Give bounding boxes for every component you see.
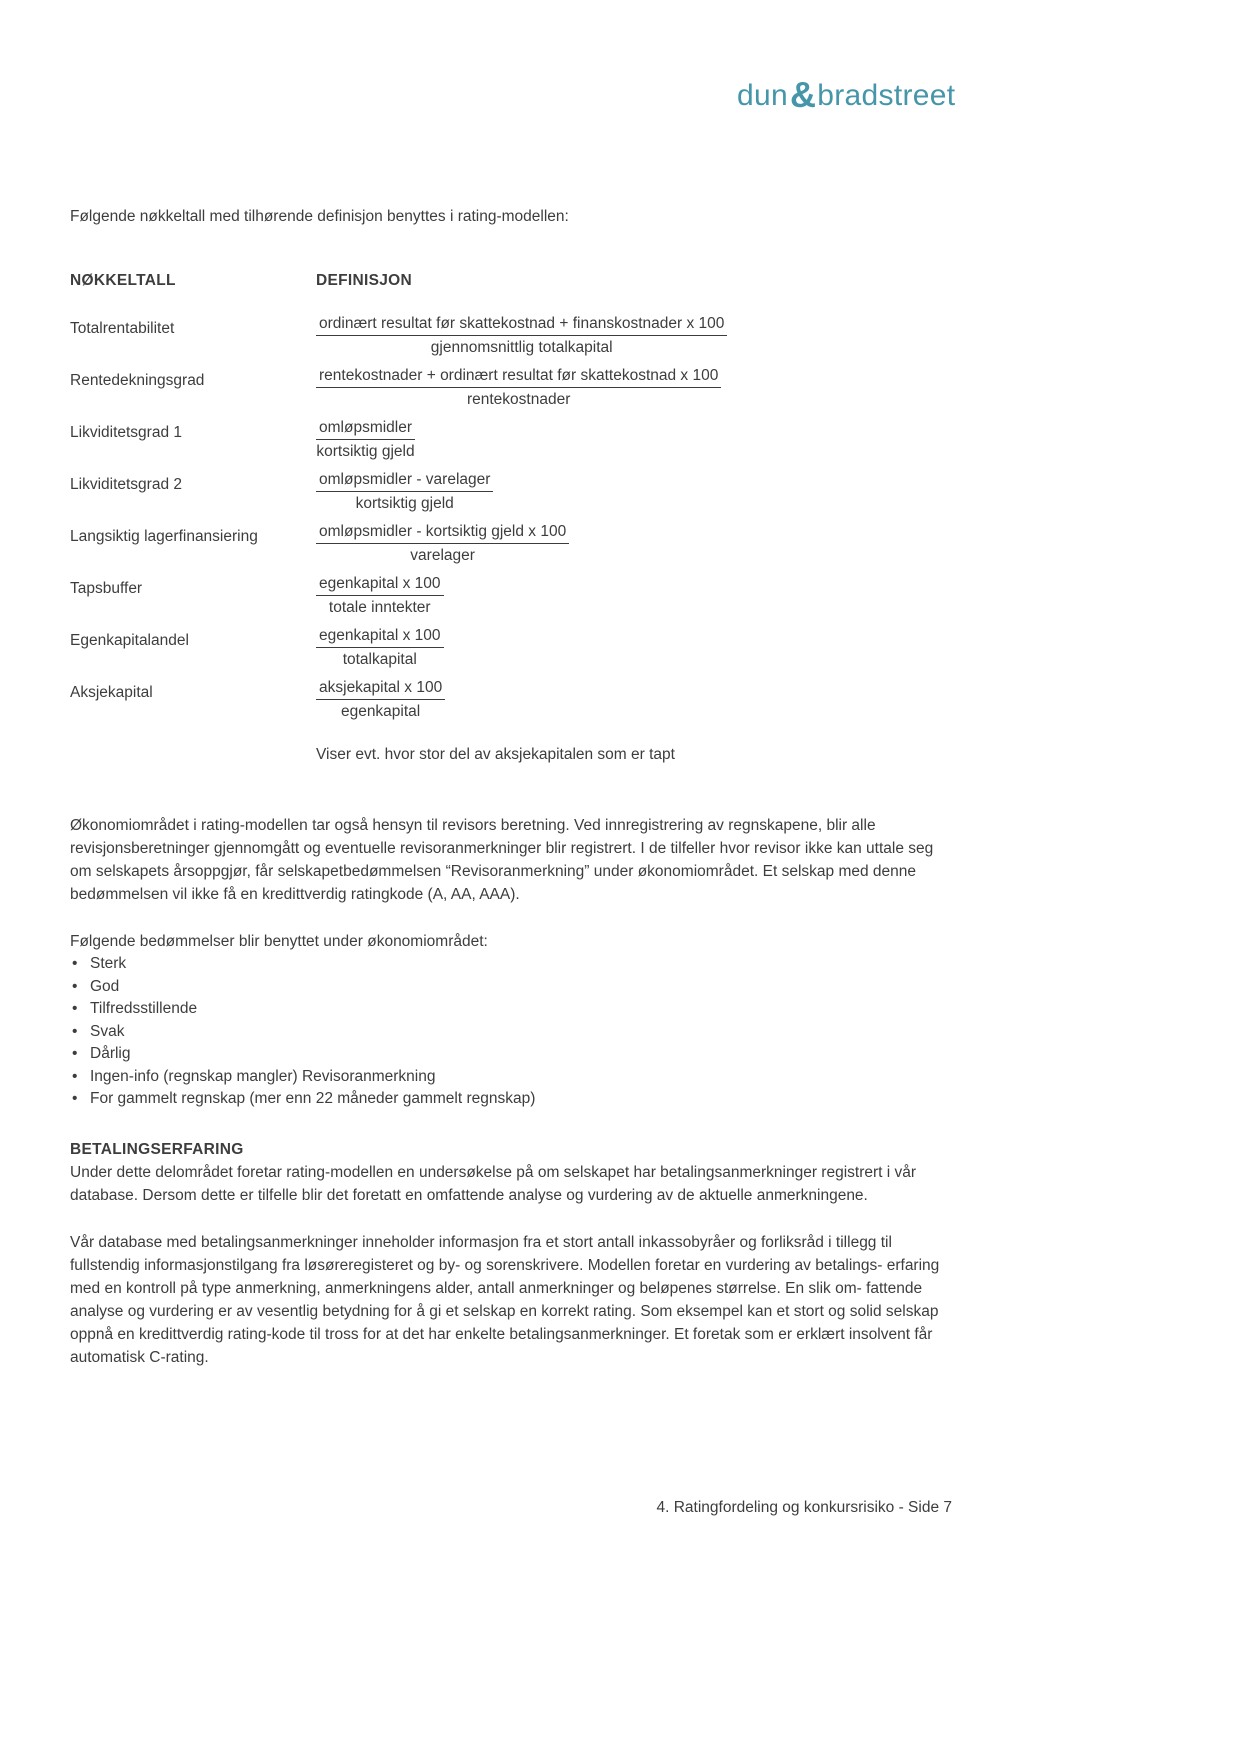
list-item: • Ingen-info (regnskap mangler) Revisoranmerkning [70, 1066, 952, 1089]
formula-numerator: omløpsmidler - kortsiktig gjeld x 100 [316, 522, 569, 544]
list-item: • For gammelt regnskap (mer enn 22 måneder gammelt regnskap) [70, 1088, 952, 1111]
formula-denominator: varelager [410, 547, 475, 564]
list-item: • Tilfredsstillende [70, 998, 952, 1021]
formula-numerator: omløpsmidler - varelager [316, 470, 493, 492]
section-heading-betalingserfaring: BETALINGSERFARING [70, 1140, 244, 1158]
formula-denominator: totalkapital [342, 651, 417, 668]
formula-numerator: rentekostnader + ordinært resultat før skattekostnad x 100 [316, 366, 721, 388]
table-row [70, 574, 952, 617]
formula-numerator: omløpsmidler [316, 418, 415, 440]
list-item: • Sterk [70, 953, 952, 976]
paragraph-betalingserfaring-1: Under dette delområdet foretar rating-modellen en undersøkelse på om selskapet har betalingsanmerkninger registrert i vår database. Dersom dette er tilfelle blir det foretatt en omfattende analyse og vurdering av de aktuelle anmerkningene. [70, 1163, 917, 1204]
list-item: • Dårlig [70, 1043, 952, 1066]
logo-text-bradstreet: bradstreet [817, 79, 956, 112]
column-header-nokkeltall: NØKKELTALL [70, 272, 176, 289]
metric-label: Tapsbuffer [70, 580, 143, 597]
logo-ampersand-icon: & [789, 74, 817, 115]
column-header-definisjon: DEFINISJON [316, 272, 413, 289]
metric-label: Langsiktig lagerfinansiering [70, 528, 258, 545]
formula-denominator: rentekostnader [466, 391, 571, 408]
list-item: • God [70, 976, 952, 999]
aksjekapital-note: Viser evt. hvor stor del av aksjekapitalen som er tapt [316, 746, 675, 763]
table-row [70, 626, 952, 669]
table-row [70, 314, 952, 357]
metric-definition [316, 470, 493, 513]
metric-label: Likviditetsgrad 2 [70, 476, 183, 493]
formula-fraction [316, 366, 721, 409]
formula-fraction [316, 314, 727, 357]
assessments-list-intro: Følgende bedømmelser blir benyttet under økonomiområdet: [70, 933, 488, 950]
metric-definition [316, 418, 415, 461]
formula-fraction [316, 522, 569, 565]
formula-denominator: egenkapital [340, 703, 421, 720]
metric-label: Egenkapitalandel [70, 632, 189, 649]
intro-text: Følgende nøkkeltall med tilhørende definisjon benyttes i rating-modellen: [70, 208, 569, 225]
metric-definition [316, 366, 721, 409]
table-row [70, 470, 952, 513]
formula-numerator: egenkapital x 100 [316, 574, 444, 596]
metric-definition [316, 678, 445, 721]
metric-definition [316, 574, 444, 617]
metric-label: Rentedekningsgrad [70, 372, 205, 389]
assessments-list [70, 953, 952, 1111]
formula-denominator: totale inntekter [328, 599, 431, 616]
metric-label: Likviditetsgrad 1 [70, 424, 183, 441]
formula-fraction [316, 626, 444, 669]
formula-denominator: gjennomsnittlig totalkapital [430, 339, 613, 356]
formula-fraction [316, 574, 444, 617]
logo-text-dun: dun [737, 79, 788, 112]
formula-denominator: kortsiktig gjeld [355, 495, 454, 512]
formula-fraction [316, 678, 445, 721]
formula-numerator: egenkapital x 100 [316, 626, 444, 648]
paragraph-betalingserfaring-2: Vår database med betalingsanmerkninger inneholder informasjon fra et stort antall inkassobyråer og forliksråd i tillegg til fullstendig informasjonstilgang fra løsøreregisteret og by- og sorenskrivere. Modellen foretar en vurdering av betalings- erfaring med en kontroll på type anmerkning, anmerkningens alder, antall anmerkninger og beløpenes størrelse. En slik om- fattende analyse og vurdering er av vesentlig betydning for å gi et selskap en korrekt rating. Som eksempel kan et stort og solid selskap oppnå en kredittverdig rating-kode til tross for at det har enkelte betalingsanmerkninger. Et foretak som er erklært insolvent får automatisk C-rating. [70, 1233, 940, 1366]
table-row [70, 366, 952, 409]
metric-label: Aksjekapital [70, 684, 153, 701]
metric-definition [316, 522, 569, 565]
table-header-row [70, 272, 952, 290]
table-row [70, 418, 952, 461]
formula-fraction [316, 470, 493, 513]
table-row [70, 522, 952, 565]
formula-fraction [316, 418, 415, 461]
formula-numerator: aksjekapital x 100 [316, 678, 445, 700]
page-content [70, 0, 952, 1369]
metric-definition [316, 314, 727, 357]
formula-numerator: ordinært resultat før skattekostnad + finanskostnader x 100 [316, 314, 727, 336]
table-row [70, 678, 952, 721]
key-figures-table [70, 272, 952, 766]
metric-definition [316, 626, 444, 669]
formula-denominator: kortsiktig gjeld [316, 443, 415, 460]
list-item: • Svak [70, 1021, 952, 1044]
paragraph-economy-area: Økonomiområdet i rating-modellen tar også hensyn til revisors beretning. Ved innregistrering av regnskapene, blir alle revisjonsberetninger gjennomgått og eventuelle revisoranmerkninger blir registrert. I de tilfeller hvor revisor ikke kan uttale seg om selskapets årsoppgjør, får selskapetbedømmelsen “Revisoranmerkning” under økonomiområdet. Et selskap med denne bedømmelsen vil ikke få en kredittverdig ratingkode (A, AA, AAA). [70, 817, 934, 903]
metric-label: Totalrentabilitet [70, 320, 175, 337]
page-footer: 4. Ratingfordeling og konkursrisiko - Side 7 [656, 1499, 952, 1516]
